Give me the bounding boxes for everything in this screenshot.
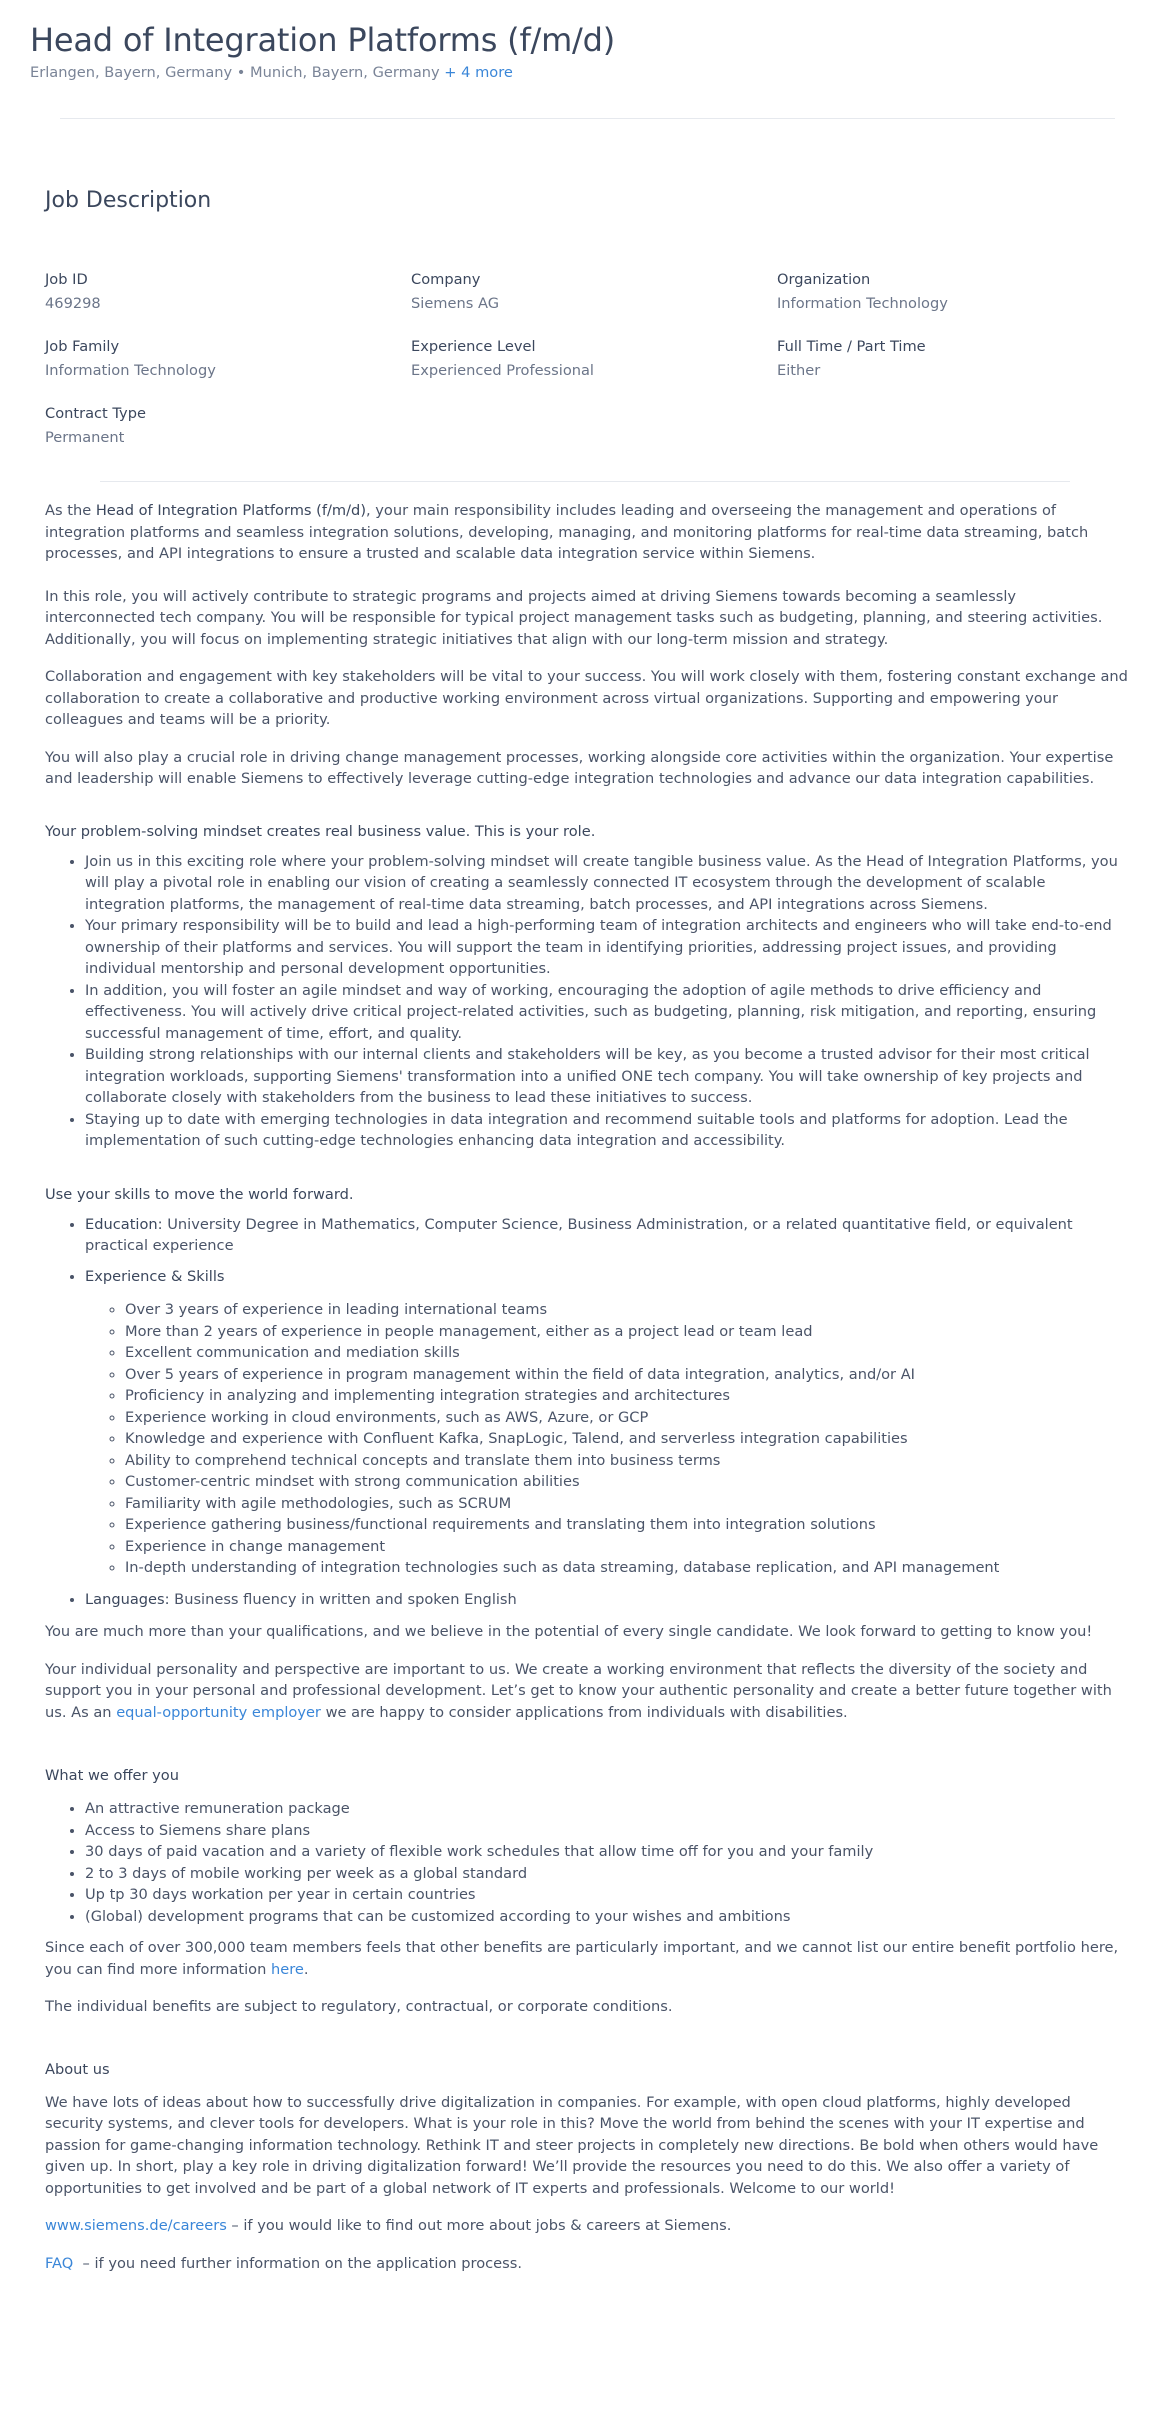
detail-job-family <box>45 337 411 381</box>
personality-text-end: we are happy to consider applications from individuals with disabilities. <box>320 1703 848 1721</box>
locations-text: Erlangen, Bayern, Germany • Munich, Bayern, Germany <box>30 64 440 81</box>
sublist-item: ◦ Excellent communication and mediation skills <box>125 1342 1130 1364</box>
detail-full-part-time <box>777 337 1125 381</box>
intro-role-name: Head of Integration Platforms (f/m/d) <box>95 502 367 519</box>
list-item: • Up tp 30 days workation per year in certain countries <box>85 1884 1130 1906</box>
list-item-experience <box>85 1266 1130 1579</box>
list-item: • An attractive remuneration package <box>85 1798 1130 1820</box>
intro-text: As the <box>45 502 96 519</box>
list-item: • Access to Siemens share plans <box>85 1820 1130 1842</box>
list-item-languages <box>85 1589 1130 1611</box>
list-item: • Your primary responsibility will be to build and lead a high-performing team of integration architects and engineers who will take end-to-end ownership of their platforms and services. You will support the team in identifying priorities, addressing project issues, and providing individual mentorship and personal development opportunities. <box>85 915 1130 980</box>
list-item: • Staying up to date with emerging technologies in data integration and recommend suitable tools and platforms for adoption. Lead the implementation of such cutting-edge technologies enhancing data integration and accessibility. <box>85 1109 1130 1152</box>
job-locations <box>30 62 1140 84</box>
careers-text: – if you would like to find out more about jobs & careers at Siemens. <box>226 2217 732 2234</box>
experience-label: Experience & Skills <box>85 1267 225 1285</box>
benefits-here-link[interactable]: here <box>270 1960 304 1978</box>
faq-paragraph <box>45 2253 1130 2275</box>
detail-value: Information Technology <box>777 295 948 312</box>
job-description-section <box>45 186 1125 448</box>
qualifications-paragraph: You are much more than your qualifications, and we believe in the potential of every single candidate. We look forward to getting to know you! <box>45 1623 1093 1640</box>
details-divider <box>100 481 1070 482</box>
detail-experience-level <box>411 337 777 381</box>
about-paragraph: We have lots of ideas about how to successfully drive digitalization in companies. For example, with open cloud platforms, highly developed security systems, and clever tools for developers. What is your role in this? Move the world from behind the scenes with your IT expertise and passion for game-changing information technology. Rethink IT and steer projects in completely new directions. Be bold when others would have given up. In short, play a key role in driving digitalization forward! We’ll provide the resources you need to do this. We also offer a variety of opportunities to get involved and be part of a global network of IT experts and professionals. Welcome to our world! <box>45 2093 1099 2197</box>
role-list <box>45 851 1130 1152</box>
experience-sublist <box>85 1299 1130 1579</box>
about-heading: About us <box>45 2060 110 2078</box>
equal-opportunity-link[interactable]: equal-opportunity employer <box>116 1703 321 1721</box>
detail-contract-type <box>45 404 411 448</box>
sublist-item: ◦ Experience gathering business/functional requirements and translating them into integration solutions <box>125 1514 1130 1536</box>
conditions-paragraph: The individual benefits are subject to regulatory, contractual, or corporate conditions. <box>45 1998 673 2015</box>
careers-paragraph <box>45 2215 1130 2237</box>
benefits-text-end: . <box>303 1960 309 1978</box>
sublist-item: ◦ Proficiency in analyzing and implementing integration strategies and architectures <box>125 1385 1130 1407</box>
personality-paragraph <box>45 1659 1130 1724</box>
faq-text: – if you need further information on the application process. <box>73 2254 522 2272</box>
detail-value: Siemens AG <box>411 295 500 312</box>
detail-value: 469298 <box>45 295 101 312</box>
sublist-item: ◦ Experience working in cloud environments, such as AWS, Azure, or GCP <box>125 1407 1130 1429</box>
detail-value: Permanent <box>45 429 125 446</box>
benefits-paragraph <box>45 1937 1130 1980</box>
sublist-item: ◦ In-depth understanding of integration technologies such as data streaming, database replication, and API management <box>125 1557 1130 1579</box>
sublist-item: ◦ Ability to comprehend technical concepts and translate them into business terms <box>125 1450 1130 1472</box>
detail-organization <box>777 270 1125 314</box>
languages-label: Languages: <box>85 1590 170 1608</box>
list-item: • Building strong relationships with our internal clients and stakeholders will be key, as you become a trusted advisor for their most critical integration workloads, supporting Siemens' transformation into a unified ONE tech company. You will take ownership of key projects and collaborate closely with stakeholders from the business to lead these initiatives to success. <box>85 1044 1130 1109</box>
list-item-education <box>85 1214 1130 1257</box>
detail-label: Full Time / Part Time <box>777 338 926 355</box>
list-item: • In addition, you will foster an agile mindset and way of working, encouraging the adoption of agile methods to drive efficiency and effectiveness. You will actively drive critical project-related activities, such as budgeting, planning, risk mitigation, and reporting, ensuring successful management of time, effort, and quality. <box>85 980 1130 1045</box>
careers-link[interactable]: www.siemens.de/careers <box>45 2217 227 2234</box>
intro-paragraph-4: You will also play a crucial role in driving change management processes, working alongside core activities within the organization. Your expertise and leadership will enable Siemens to effectively leverage cutting-edge integration technologies and advance our data integration capabilities. <box>45 748 1114 787</box>
faq-link[interactable]: FAQ <box>45 2254 74 2272</box>
detail-label: Experience Level <box>411 338 536 355</box>
job-description-body <box>45 500 1130 2274</box>
personality-text: Your individual personality and perspective are important to us. We create a working environment that reflects the diversity of the society and support you in your personal and professional development. Let’s get to know your authentic personality and create a better future together with us. As an <box>45 1660 1112 1721</box>
sublist-item: ◦ Over 5 years of experience in program management within the field of data integration, analytics, and/or AI <box>125 1364 1130 1386</box>
intro-paragraph-3: Collaboration and engagement with key stakeholders will be vital to your success. You will work closely with them, fostering constant exchange and collaboration to create a collaborative and productive working environment across virtual organizations. Supporting and empowering your colleagues and teams will be a priority. <box>45 668 1128 728</box>
sublist-item: ◦ Knowledge and experience with Confluent Kafka, SnapLogic, Talend, and serverless integration capabilities <box>125 1428 1130 1450</box>
detail-label: Organization <box>777 271 871 288</box>
languages-text: Business fluency in written and spoken English <box>169 1590 517 1608</box>
job-description-title: Job Description <box>45 188 212 213</box>
detail-label: Job ID <box>45 271 88 288</box>
education-label: Education: <box>85 1215 163 1233</box>
job-title: Head of Integration Platforms (f/m/d) <box>30 21 616 59</box>
list-item: • (Global) development programs that can be customized according to your wishes and ambitions <box>85 1906 1130 1928</box>
education-text: University Degree in Mathematics, Computer Science, Business Administration, or a related quantitative field, or equivalent practical experience <box>85 1215 1073 1254</box>
detail-label: Job Family <box>45 338 120 355</box>
detail-label: Contract Type <box>45 405 146 422</box>
detail-label: Company <box>411 271 481 288</box>
detail-value: Either <box>777 362 821 379</box>
job-header <box>30 18 1140 84</box>
sublist-item: ◦ More than 2 years of experience in people management, either as a project lead or team lead <box>125 1321 1130 1343</box>
skills-heading: Use your skills to move the world forward. <box>45 1185 354 1203</box>
sublist-item: ◦ Over 3 years of experience in leading international teams <box>125 1299 1130 1321</box>
benefits-text: Since each of over 300,000 team members feels that other benefits are particularly important, and we cannot list our entire benefit portfolio here, you can find more information <box>45 1939 1119 1978</box>
detail-value: Experienced Professional <box>411 362 594 379</box>
offer-heading: What we offer you <box>45 1767 179 1784</box>
more-locations-link[interactable]: + 4 more <box>444 64 513 81</box>
intro-paragraph-1 <box>45 500 1130 565</box>
offer-list <box>45 1798 1130 1927</box>
intro-text-rest: , your main responsibility includes leading and overseeing the management and operations of integration platforms and seamless integration solutions, developing, managing, and monitoring platforms for real-time data streaming, batch processes, and API integrations to ensure a trusted and scalable data integration service within Siemens. <box>45 502 1089 562</box>
list-item: • Join us in this exciting role where your problem-solving mindset will create tangible business value. As the Head of Integration Platforms, you will play a pivotal role in enabling our vision of creating a seamlessly connected IT ecosystem through the development of scalable integration platforms, the management of real-time data streaming, batch processes, and API integrations across Siemens. <box>85 851 1130 916</box>
intro-paragraph-2: In this role, you will actively contribute to strategic programs and projects aimed at driving Siemens towards becoming a seamlessly interconnected tech company. You will be responsible for typical project management tasks such as budgeting, planning, and steering activities. Additionally, you will focus on implementing strategic initiatives that align with our long-term mission and strategy. <box>45 587 1103 648</box>
detail-value: Information Technology <box>45 362 216 379</box>
detail-company <box>411 270 777 314</box>
header-divider <box>60 118 1115 119</box>
list-item: • 2 to 3 days of mobile working per week as a global standard <box>85 1863 1130 1885</box>
sublist-item: ◦ Experience in change management <box>125 1536 1130 1558</box>
role-heading: Your problem-solving mindset creates real business value. This is your role. <box>45 822 596 840</box>
sublist-item: ◦ Familiarity with agile methodologies, such as SCRUM <box>125 1493 1130 1515</box>
skills-list <box>45 1214 1130 1611</box>
list-item: • 30 days of paid vacation and a variety of flexible work schedules that allow time off for you and your family <box>85 1841 1130 1863</box>
job-details-grid <box>45 270 1125 448</box>
sublist-item: ◦ Customer-centric mindset with strong communication abilities <box>125 1471 1130 1493</box>
detail-job-id <box>45 270 411 314</box>
